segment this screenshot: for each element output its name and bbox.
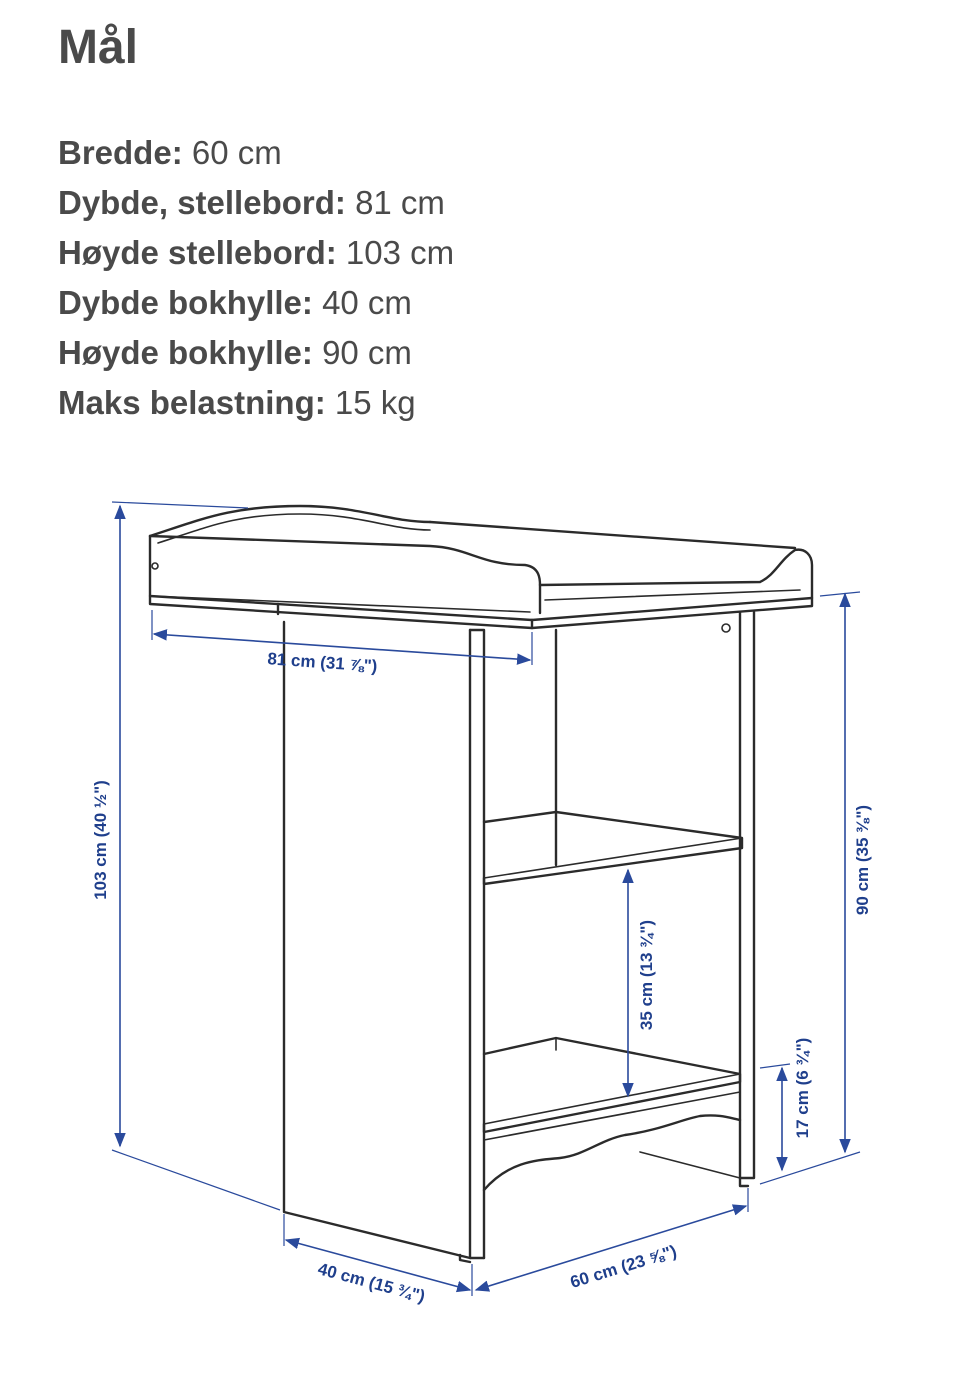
spec-height-shelf <box>58 328 454 378</box>
spec-height-table <box>58 228 454 278</box>
spec-label: Høyde bokhylle: <box>58 334 313 371</box>
changing-table-illustration <box>150 506 812 1262</box>
spec-label: Bredde: <box>58 134 183 171</box>
spec-value: 40 cm <box>322 284 412 321</box>
spec-label: Maks belastning: <box>58 384 326 421</box>
dim-label-table-depth: 81 cm (31 ⅞") <box>266 649 378 676</box>
spec-value: 90 cm <box>322 334 412 371</box>
dim-label-bottom-height: 17 cm (6 ¾") <box>793 1037 812 1139</box>
spec-value: 15 kg <box>334 384 416 421</box>
spec-value: 81 cm <box>355 184 445 221</box>
spec-depth-shelf <box>58 278 454 328</box>
dim-label-shelf-spacing: 35 cm (13 ¾") <box>637 919 656 1031</box>
spec-max-load <box>58 378 454 428</box>
spec-label: Dybde bokhylle: <box>58 284 313 321</box>
spec-label: Dybde, stellebord: <box>58 184 346 221</box>
spec-depth-table <box>58 178 454 228</box>
dimension-list <box>58 128 454 428</box>
page-title: Mål <box>58 21 139 74</box>
dim-label-shelf-height: 90 cm (35 ⅜") <box>853 804 872 916</box>
spec-label: Høyde stellebord: <box>58 234 337 271</box>
dim-label-total-height: 103 cm (40 ½") <box>91 780 110 900</box>
dimension-drawing <box>0 490 960 1350</box>
dim-label-shelf-depth: 40 cm (15 ¾") <box>315 1259 428 1307</box>
spec-value: 60 cm <box>191 134 282 171</box>
spec-value: 103 cm <box>345 234 455 271</box>
dim-label-width: 60 cm (23 ⅝") <box>567 1241 679 1292</box>
spec-width <box>58 128 454 178</box>
